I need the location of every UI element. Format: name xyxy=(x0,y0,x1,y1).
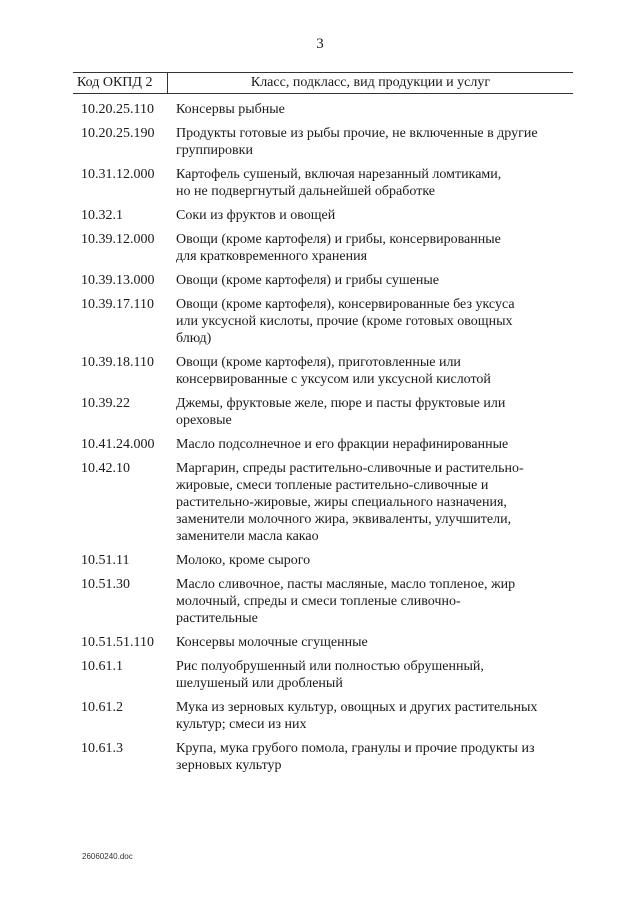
row-code: 10.39.22 xyxy=(81,396,130,411)
table-row xyxy=(81,207,581,224)
row-description: Овощи (кроме картофеля) и грибы, консервированные для кратковременного хранения xyxy=(176,232,501,264)
table-row xyxy=(81,125,581,159)
row-description: Овощи (кроме картофеля), консервированные без уксуса или уксусной кислоты, прочие (кроме готовых овощных блюд) xyxy=(176,297,515,346)
table-row xyxy=(81,699,581,733)
table-row xyxy=(81,272,581,289)
row-code: 10.41.24.000 xyxy=(81,437,155,452)
row-code: 10.20.25.190 xyxy=(81,126,155,141)
row-description: Джемы, фруктовые желе, пюре и пасты фруктовые или ореховые xyxy=(176,396,506,428)
row-code: 10.20.25.110 xyxy=(81,102,154,117)
row-description: Мука из зерновых культур, овощных и других растительных культур; смеси из них xyxy=(176,700,538,732)
page-number: 3 xyxy=(316,36,324,52)
header-code-label: Код ОКПД 2 xyxy=(73,73,168,93)
row-code: 10.39.13.000 xyxy=(81,273,155,288)
footer-filename: 26060240.doc xyxy=(82,852,133,861)
row-description: Соки из фруктов и овощей xyxy=(176,208,336,223)
row-code: 10.51.11 xyxy=(81,553,130,568)
table-row xyxy=(81,576,581,627)
row-description: Рис полуобрушенный или полностью обрушенный, шелушеный или дробленый xyxy=(176,659,484,691)
row-code: 10.42.10 xyxy=(81,461,130,476)
row-description: Маргарин, спреды растительно-сливочные и растительно- жировые, смеси топленые растительно-сливочные и растительно-жировые, жиры специального назначения, заменители молочного жира, эквиваленты, улучшители, заменители масла какао xyxy=(176,461,524,544)
row-code: 10.51.30 xyxy=(81,577,130,592)
row-description: Овощи (кроме картофеля), приготовленные или консервированные с уксусом или уксусной кислотой xyxy=(176,355,491,387)
row-description: Масло подсолнечное и его фракции нерафинированные xyxy=(176,437,509,452)
row-code: 10.61.3 xyxy=(81,741,123,756)
row-description: Продукты готовые из рыбы прочие, не включенные в другие группировки xyxy=(176,126,538,158)
row-code: 10.31.12.000 xyxy=(81,167,155,182)
table-row xyxy=(81,354,581,388)
table-body xyxy=(81,101,581,781)
row-code: 10.39.18.110 xyxy=(81,355,154,370)
row-code: 10.39.17.110 xyxy=(81,297,154,312)
row-description: Картофель сушеный, включая нарезанный ломтиками, но не подвергнутый дальнейшей обработке xyxy=(176,167,502,199)
table-row xyxy=(81,436,581,453)
table-row xyxy=(81,395,581,429)
row-code: 10.32.1 xyxy=(81,208,123,223)
table-row xyxy=(81,552,581,569)
row-description: Масло сливочное, пасты масляные, масло топленое, жир молочный, спреды и смеси топленые сливочно- растительные xyxy=(176,577,516,626)
table-row xyxy=(81,231,581,265)
row-description: Крупа, мука грубого помола, гранулы и прочие продукты из зерновых культур xyxy=(176,741,535,773)
row-code: 10.39.12.000 xyxy=(81,232,155,247)
row-code: 10.51.51.110 xyxy=(81,635,154,650)
table-row xyxy=(81,740,581,774)
row-code: 10.61.2 xyxy=(81,700,123,715)
table-row xyxy=(81,296,581,347)
row-description: Молоко, кроме сырого xyxy=(176,553,311,568)
table-row xyxy=(81,101,581,118)
table-row xyxy=(81,460,581,545)
table-row xyxy=(81,658,581,692)
row-description: Консервы рыбные xyxy=(176,102,285,117)
row-code: 10.61.1 xyxy=(81,659,123,674)
row-description: Овощи (кроме картофеля) и грибы сушеные xyxy=(176,273,439,288)
row-description: Консервы молочные сгущенные xyxy=(176,635,368,650)
table-row xyxy=(81,166,581,200)
header-desc-label: Класс, подкласс, вид продукции и услуг xyxy=(250,75,491,90)
table-header xyxy=(73,72,573,94)
table-row xyxy=(81,634,581,651)
